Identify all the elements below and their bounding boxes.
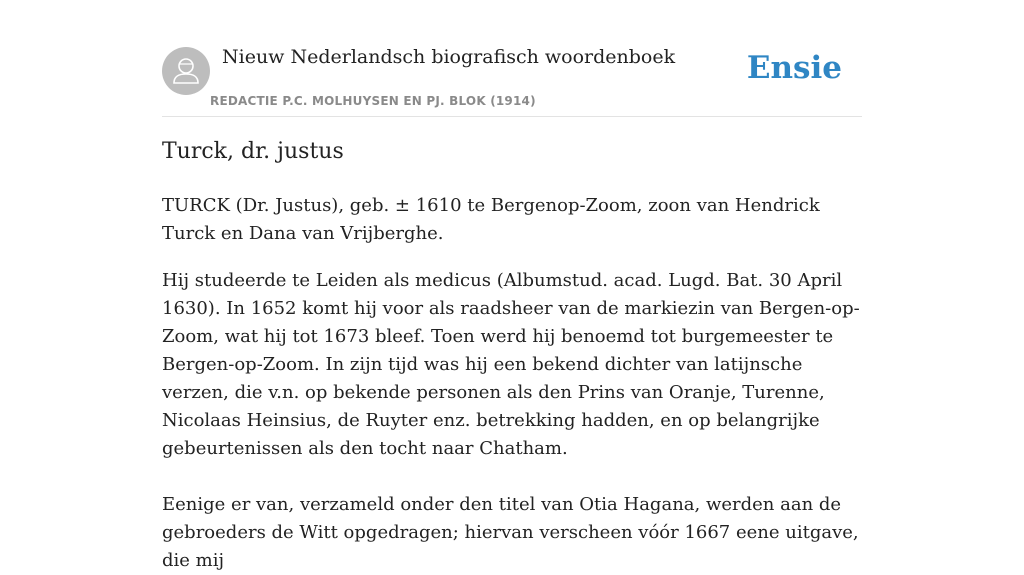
article-body xyxy=(162,192,862,575)
user-icon[interactable] xyxy=(162,47,210,95)
article-paragraph: TURCK (Dr. Justus), geb. ± 1610 te Bergenop-Zoom, zoon van Hendrick Turck en Dana van Vrijberghe. xyxy=(162,195,820,244)
source-title[interactable]: Nieuw Nederlandsch biografisch woordenboek xyxy=(222,46,676,68)
ensie-logo-link[interactable]: Ensie xyxy=(746,50,842,86)
article-paragraph: Eenige er van, verzameld onder den titel van Otia Hagana, werden aan de gebroeders de Witt opgedragen; hiervan verscheen vóór 1667 eene uitgave, die mij xyxy=(162,494,859,571)
source-header xyxy=(162,44,862,117)
article-paragraph: Hij studeerde te Leiden als medicus (Albumstud. acad. Lugd. Bat. 30 April 1630). In 1652 komt hij voor als raadsheer van de markiezin van Bergen-op-Zoom, wat hij tot 1673 bleef. Toen werd hij benoemd tot burgemeester te Bergen-op-Zoom. In zijn tijd was hij een bekend dichter van latijnsche verzen, die v.n. op bekende personen als den Prins van Oranje, Turenne, Nicolaas Heinsius, de Ruyter enz. betrekking hadden, en op belangrijke gebeurtenissen als den tocht naar Chatham. xyxy=(162,270,860,459)
source-credit: REDACTIE P.C. MOLHUYSEN EN PJ. BLOK (1914) xyxy=(210,94,536,108)
article-title: Turck, dr. justus xyxy=(162,139,344,164)
